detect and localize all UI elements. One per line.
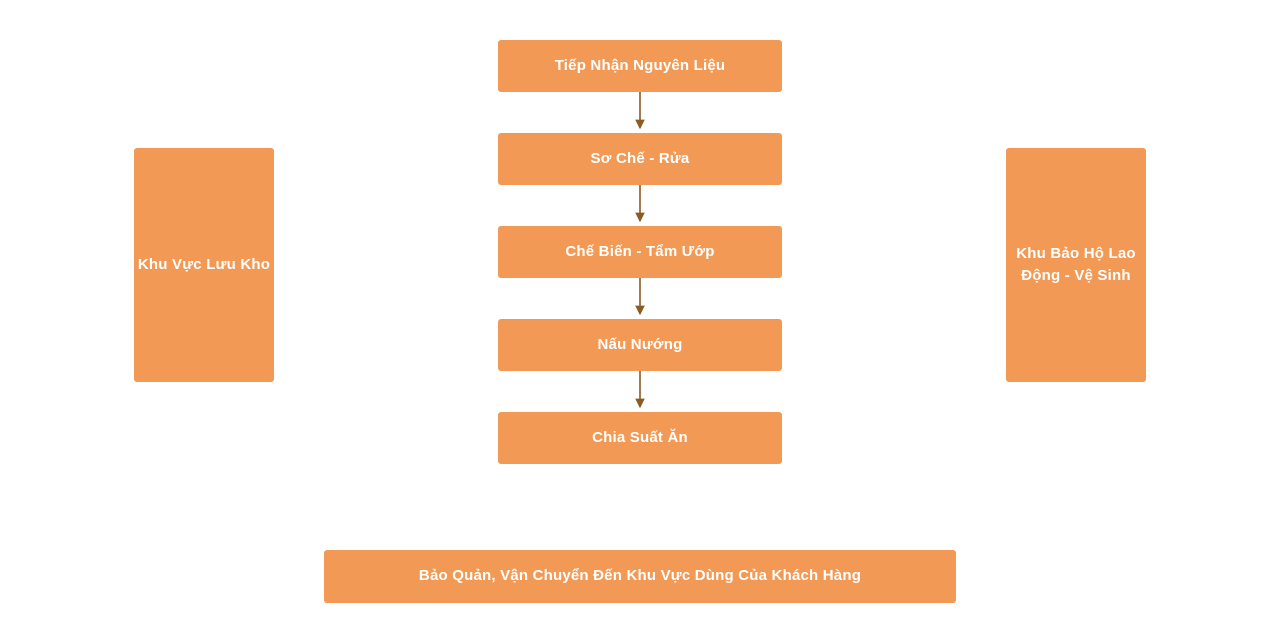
process-step-prepare-marinate bbox=[498, 226, 782, 278]
process-step-cooking bbox=[498, 319, 782, 371]
process-step-label: Tiếp Nhận Nguyên Liệu bbox=[554, 56, 726, 74]
process-step-storage-delivery bbox=[324, 550, 956, 603]
process-step-label: Bảo Quản, Vận Chuyển Đến Khu Vực Dùng Của Khách Hàng bbox=[418, 567, 862, 585]
process-step-label: Chia Suất Ăn bbox=[592, 428, 688, 446]
zone-box-ppe-hygiene-label: Khu Bảo Hộ Lao Động - Vệ Sinh bbox=[1016, 244, 1136, 284]
process-step-portioning bbox=[498, 412, 782, 464]
process-step-label: Chế Biến - Tẩm Ướp bbox=[565, 242, 715, 260]
process-step-receive-materials bbox=[498, 40, 782, 92]
process-step-label: Nấu Nướng bbox=[597, 335, 683, 353]
process-step-preprocess-wash bbox=[498, 133, 782, 185]
zone-box-storage-label: Khu Vực Lưu Kho bbox=[137, 255, 271, 273]
process-step-label: Sơ Chế - Rửa bbox=[590, 149, 690, 167]
zone-box-ppe-hygiene bbox=[1006, 148, 1146, 382]
zone-box-storage bbox=[134, 148, 274, 382]
